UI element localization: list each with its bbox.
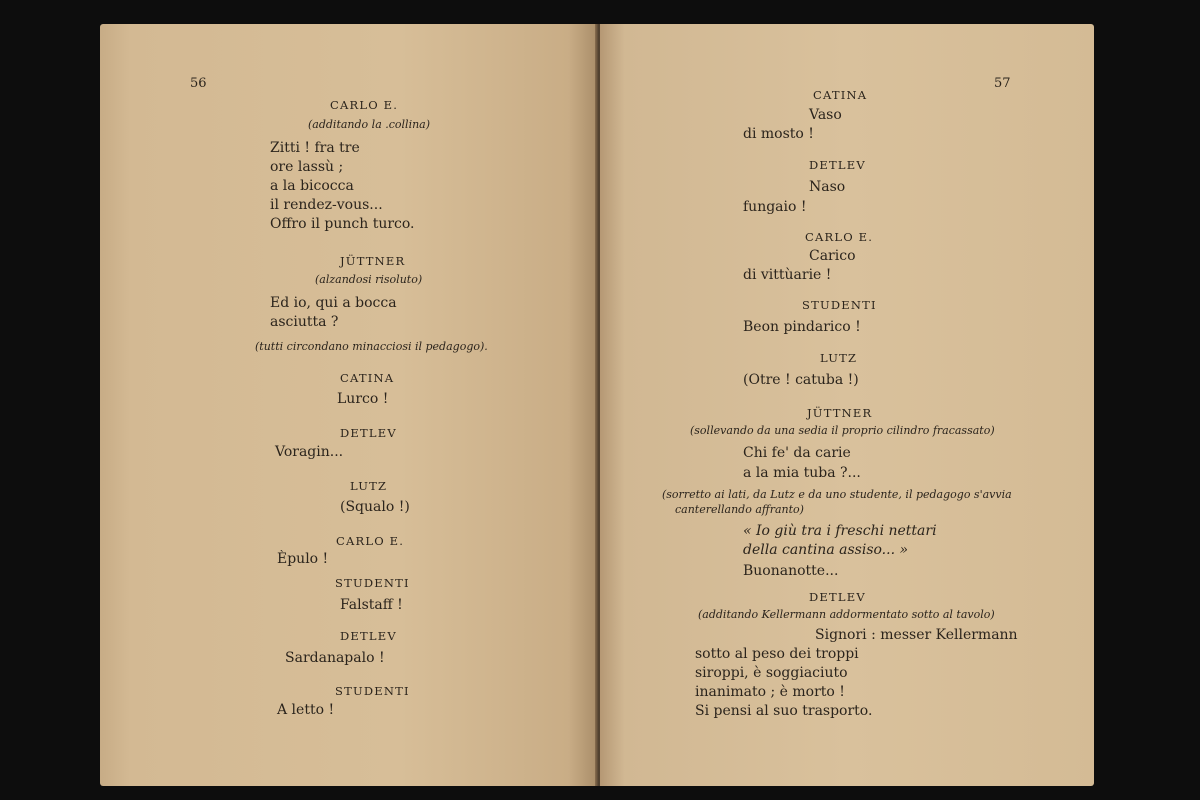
speaker: DETLEV — [809, 590, 866, 604]
speaker: LUTZ — [350, 479, 388, 493]
speaker: STUDENTI — [802, 298, 877, 312]
verse-line: Chi fe' da carie — [743, 445, 851, 461]
verse-line: inanimato ; è morto ! — [695, 684, 845, 700]
verse-line: a la bicocca — [270, 178, 354, 194]
speaker: CARLO E. — [336, 534, 405, 548]
verse-line: siroppi, è soggiaciuto — [695, 665, 848, 681]
verse-line: Signori : messer Kellermann — [815, 627, 1018, 643]
stage-direction: (additando la .collina) — [308, 118, 431, 131]
verse-line: Èpulo ! — [277, 551, 329, 567]
verse-line: Sardanapalo ! — [285, 650, 385, 666]
speaker: CATINA — [340, 371, 395, 385]
speaker: DETLEV — [340, 426, 397, 440]
verse-line: della cantina assiso... » — [743, 542, 909, 558]
verse-line: Ed io, qui a bocca — [270, 295, 397, 311]
verse-line: Falstaff ! — [340, 597, 403, 613]
stage-direction: canterellando affranto) — [675, 503, 804, 516]
page-number: 56 — [190, 76, 207, 91]
speaker: LUTZ — [820, 351, 858, 365]
verse-line: Naso — [809, 179, 846, 195]
speaker: CARLO E. — [330, 98, 399, 112]
stage-direction: (sollevando da una sedia il proprio cilindro fracassato) — [690, 424, 995, 437]
verse-line: fungaio ! — [743, 199, 807, 215]
stage-direction: (sorretto ai lati, da Lutz e da uno studente, il pedagogo s'avvia — [662, 488, 1012, 501]
verse-line: Carico — [809, 248, 856, 264]
verse-line: A letto ! — [277, 702, 335, 718]
speaker: CARLO E. — [805, 230, 874, 244]
speaker: CATINA — [813, 88, 868, 102]
verse-line: Vaso — [809, 107, 842, 123]
verse-line: il rendez-vous... — [270, 197, 383, 213]
verse-line: Si pensi al suo trasporto. — [695, 703, 873, 719]
verse-line: Voragin... — [275, 444, 344, 460]
stage-direction: (alzandosi risoluto) — [315, 273, 423, 286]
speaker: STUDENTI — [335, 684, 410, 698]
verse-line: a la mia tuba ?... — [743, 465, 861, 481]
page-number: 57 — [994, 76, 1011, 91]
speaker: STUDENTI — [335, 576, 410, 590]
speaker: DETLEV — [809, 158, 866, 172]
verse-line: « Io giù tra i freschi nettari — [743, 523, 937, 539]
verse-line: sotto al peso dei troppi — [695, 646, 859, 662]
verse-line: Beon pindarico ! — [743, 319, 861, 335]
stage-direction: (tutti circondano minacciosi il pedagogo). — [255, 340, 488, 353]
verse-line: di mosto ! — [743, 126, 814, 142]
verse-line: ore lassù ; — [270, 159, 344, 175]
verse-line: asciutta ? — [270, 314, 339, 330]
speaker: DETLEV — [340, 629, 397, 643]
right-page — [600, 24, 1094, 786]
speaker: JÜTTNER — [807, 406, 873, 420]
left-page — [100, 24, 598, 786]
speaker: JÜTTNER — [340, 254, 406, 268]
verse-line: Offro il punch turco. — [270, 216, 415, 232]
verse-line: Lurco ! — [337, 391, 389, 407]
verse-line: di vittùarie ! — [743, 267, 832, 283]
verse-line: Buonanotte... — [743, 563, 839, 579]
verse-line: (Squalo !) — [340, 499, 410, 515]
verse-line: (Otre ! catuba !) — [743, 372, 859, 388]
stage-direction: (additando Kellermann addormentato sotto al tavolo) — [698, 608, 995, 621]
verse-line: Zitti ! fra tre — [270, 140, 360, 156]
open-book — [100, 24, 1094, 786]
